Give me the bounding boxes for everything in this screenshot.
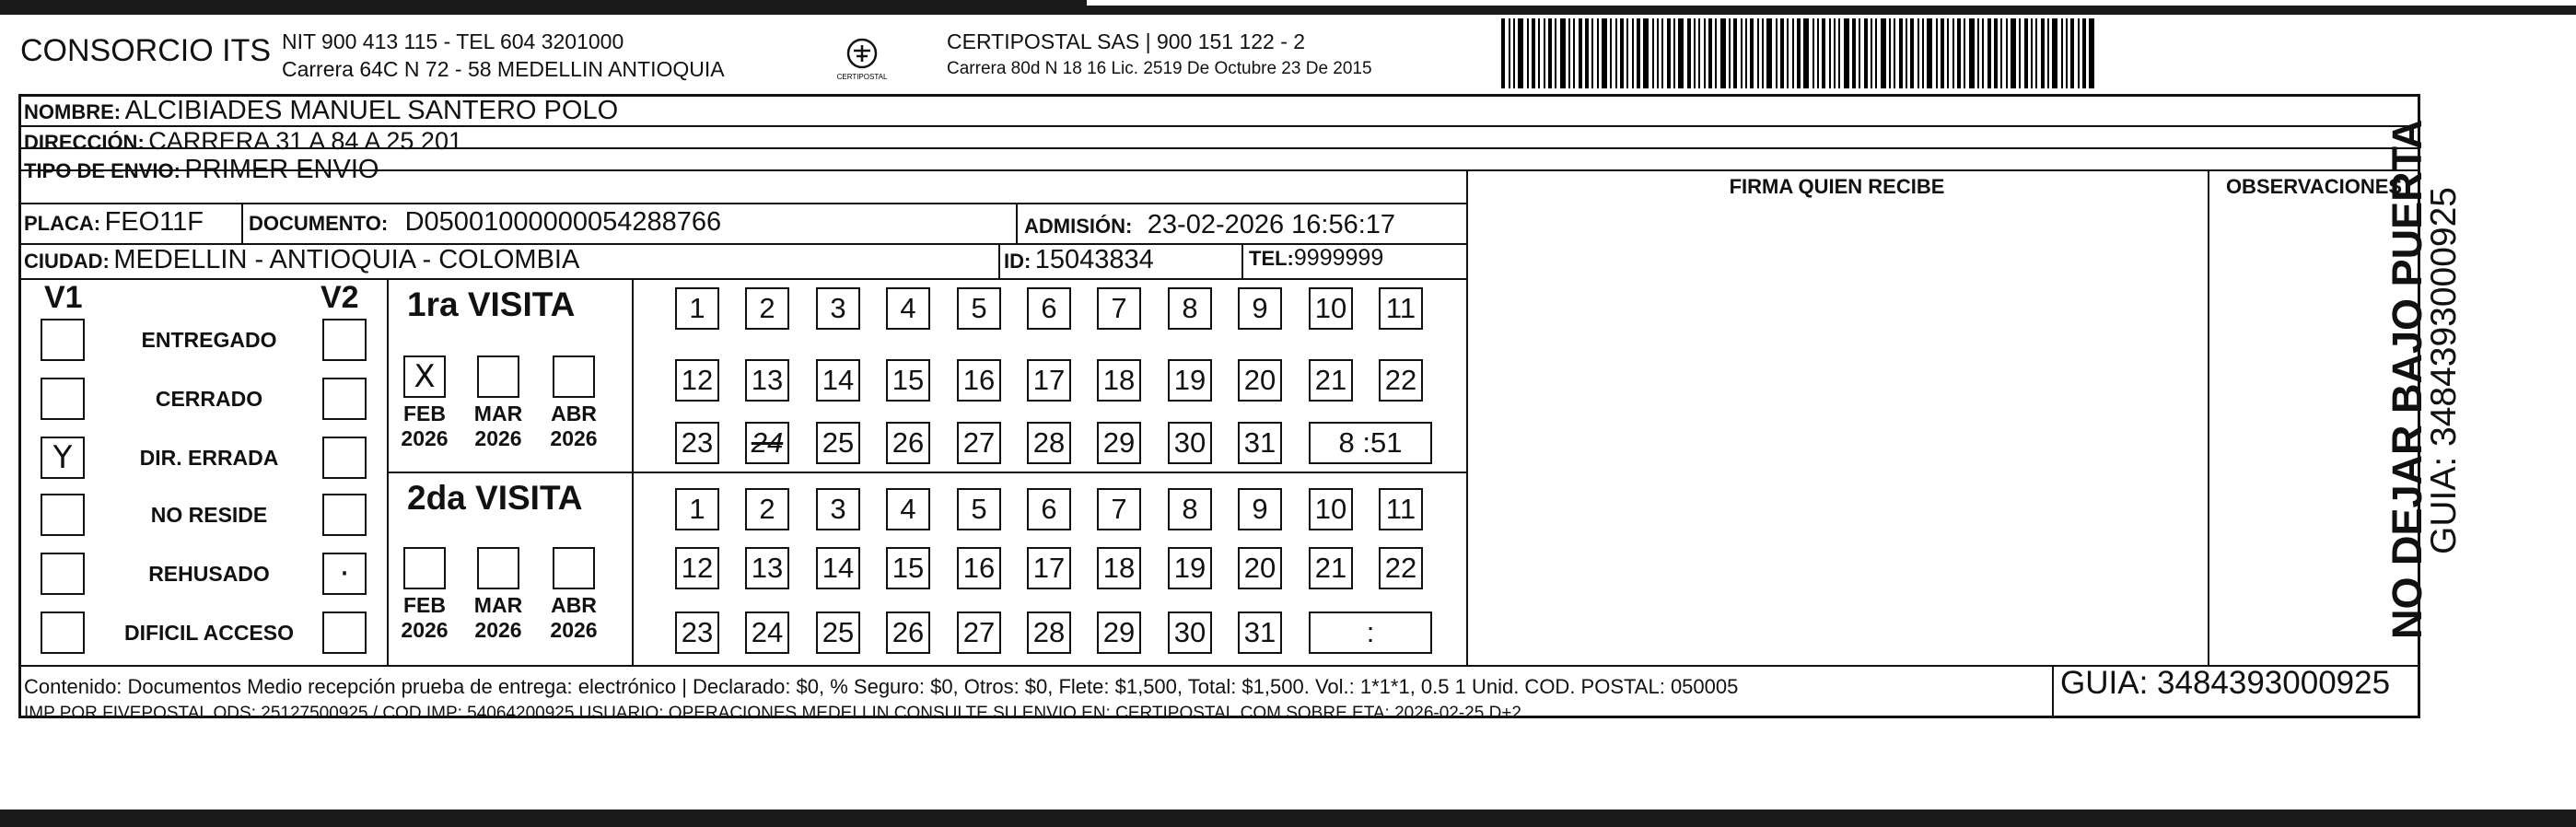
address-label: DIRECCIÓN: [24,131,145,154]
visit2-title: 2da VISITA [407,479,583,517]
bottom-edge-gap [0,804,2576,810]
day-box[interactable]: 18 [1097,547,1141,589]
day-box[interactable]: 13 [745,359,789,402]
month-label [542,402,606,451]
barcode-bar [1513,18,1515,88]
day-box[interactable]: 14 [816,359,860,402]
time-field[interactable]: 8 :51 [1309,422,1432,464]
day-box[interactable]: 28 [1027,612,1071,654]
day-box[interactable]: 15 [886,359,930,402]
day-box[interactable]: 21 [1309,547,1353,589]
barcode-bar [1632,18,1634,88]
day-box[interactable]: 28 [1027,422,1071,464]
barcode-bar [1532,18,1535,88]
barcode-bar [1750,18,1754,88]
shipment-type-row [24,155,379,185]
barcode-bar [2070,18,2074,88]
day-box[interactable]: 24 [745,612,789,654]
admission-label: ADMISIÓN: [1024,215,1133,238]
barcode-bar [1927,18,1932,88]
month-checkbox[interactable]: X [403,355,446,398]
admission-value: 23-02-2026 16:56:17 [1147,210,1396,239]
recipient-name: ALCIBIADES MANUEL SANTERO POLO [124,96,619,125]
v1-checkbox[interactable] [41,319,85,361]
barcode-bar [1544,18,1545,88]
city-value: MEDELLIN - ANTIOQUIA - COLOMBIA [113,245,580,274]
tel-label: TEL: [1249,247,1294,270]
v1-checkbox[interactable] [41,612,85,654]
barcode-bar [1568,18,1570,88]
month-label [466,402,530,451]
barcode-bar [1678,18,1684,88]
month-checkbox[interactable] [403,547,446,589]
barcode-bar [1745,18,1747,88]
document-row [249,207,721,238]
barcode-bar [2078,18,2080,88]
barcode-bar [1766,18,1772,88]
day-box[interactable]: 24 [745,422,789,464]
certipostal-info [947,28,1372,83]
day-box[interactable]: 22 [1379,359,1423,402]
day-box[interactable]: 10 [1309,287,1353,330]
barcode-bar [2024,18,2028,88]
barcode-bar [1922,18,1924,88]
day-box[interactable]: 25 [816,422,860,464]
status-reason-label: REHUSADO [148,562,270,586]
day-box[interactable]: 2 [745,488,789,530]
day-box[interactable]: 19 [1168,359,1212,402]
visit1-title: 1ra VISITA [407,285,576,323]
company-address: Carrera 64C N 72 - 58 MEDELLIN ANTIOQUIA [282,57,725,81]
day-box[interactable]: 13 [745,547,789,589]
barcode-bar [1741,18,1743,88]
day-box[interactable]: 12 [675,359,719,402]
barcode-bar [2031,18,2033,88]
certipostal-license: Carrera 80d N 18 16 Lic. 2519 De Octubre 23 De 2015 [947,59,1372,78]
barcode-bar [2035,18,2037,88]
barcode-bar [1792,18,1794,88]
day-box[interactable]: 5 [957,488,1001,530]
barcode-bar [1715,18,1717,88]
day-box[interactable]: 4 [886,287,930,330]
barcode-bar [1757,18,1759,88]
v1-checkbox[interactable]: Y [41,437,85,479]
barcode-bar [1987,18,1991,88]
barcode-bar [1941,18,1944,88]
barcode-bar [1875,18,1877,88]
status-reason-label: CERRADO [155,387,263,411]
month-year: 2026 [401,426,449,450]
day-box[interactable]: 9 [1238,287,1282,330]
day-box[interactable]: 1 [675,488,719,530]
barcode-bar [1813,18,1814,88]
tel-row [1249,245,1383,272]
barcode-bar [1780,18,1784,88]
month-name: ABR [551,402,597,425]
barcode-bar [1994,18,1998,88]
day-box[interactable]: 8 [1168,287,1212,330]
day-box[interactable]: 26 [886,612,930,654]
barcode-bar [1591,18,1593,88]
day-box[interactable]: 9 [1238,488,1282,530]
logo-text: CERTIPOSTAL [836,73,888,81]
v2-label: V2 [321,280,359,315]
barcode-bar [1894,18,1895,88]
day-box[interactable]: 21 [1309,359,1353,402]
certipostal-nit: CERTIPOSTAL SAS | 900 151 122 - 2 [947,29,1306,53]
month-year: 2026 [474,618,522,642]
barcode-bar [1555,18,1556,88]
contents-line: Contenido: Documentos Medio recepción prueba de entrega: electrónico | Declarado: $0, % Seguro: $0, Otros: $0, Flete: $1,500, Total: $1,500. Vol.: 1*1*1, 0.5 1 Unid. COD. POSTAL: 050005 [24,675,1739,698]
recipient-name-row [24,96,618,126]
day-box[interactable]: 20 [1238,359,1282,402]
day-box[interactable]: 4 [886,488,930,530]
day-box[interactable]: 7 [1097,488,1141,530]
barcode-bar [1687,18,1691,88]
barcode-bar [1673,18,1675,88]
barcode-bar [1889,18,1891,88]
day-box[interactable]: 10 [1309,488,1353,530]
barcode-bar [1906,18,1907,88]
month-label [466,593,530,643]
side-guide-number: GUIA: 3484393000925 [2424,187,2464,554]
barcode-bar [1610,18,1612,88]
barcode-image [1501,18,2238,88]
barcode-bar [1597,18,1599,88]
id-label: ID: [1004,250,1032,273]
company-name: CONSORCIO ITS [20,33,272,68]
barcode-bar [1829,18,1831,88]
barcode-bar [1834,18,1836,88]
document-label: DOCUMENTO: [249,212,389,235]
day-box[interactable]: 26 [886,422,930,464]
day-box[interactable]: 31 [1238,612,1282,654]
day-box[interactable]: 15 [886,547,930,589]
barcode-bar [1657,18,1659,88]
day-box[interactable]: 16 [957,547,1001,589]
day-box[interactable]: 19 [1168,547,1212,589]
barcode-bar [1936,18,1938,88]
barcode-bar [1720,18,1726,88]
month-label [392,402,457,451]
barcode-bar [1881,18,1886,88]
recipient-address: CARRERA 31 A 84 A 25 201 [148,127,462,155]
barcode-bar [1844,18,1849,88]
day-box[interactable]: 2 [745,287,789,330]
observations-column-header: OBSERVACIONES [2225,175,2403,198]
day-box[interactable]: 11 [1379,287,1423,330]
plate-label: PLACA: [24,212,101,235]
month-checkbox[interactable] [477,547,519,589]
month-name: FEB [403,593,446,617]
barcode-bar [1704,18,1706,88]
barcode-bar [1729,18,1731,88]
status-reason-label: ENTREGADO [141,328,277,352]
city-row [24,245,579,275]
day-box[interactable]: 18 [1097,359,1141,402]
company-nit: NIT 900 413 115 - TEL 604 3201000 [282,29,624,53]
day-box[interactable]: 31 [1238,422,1282,464]
barcode-bar [1615,18,1617,88]
day-box[interactable]: 27 [957,422,1001,464]
barcode-bar [2066,18,2068,88]
day-box[interactable]: 17 [1027,359,1071,402]
barcode-bar [1661,18,1663,88]
month-label [542,593,606,643]
barcode-bar [1585,18,1589,88]
shipment-type-label: TIPO DE ENVIO: [24,159,181,182]
day-box[interactable]: 25 [816,612,860,654]
print-info-line: IMP POR FIVEPOSTAL ODS: 25127500925 / COD.IMP: 54064200925 USUARIO: OPERACIONES MEDELLIN CONSULTE SU ENVIO EN: CERTIPOSTAL.COM SOBRE ETA: 2026-02-25 D+2 [24,704,1521,723]
barcode-bar [1910,18,1914,88]
day-box[interactable]: 29 [1097,612,1141,654]
barcode-bar [1859,18,1860,88]
day-box[interactable]: 3 [816,287,860,330]
month-checkbox[interactable] [553,547,595,589]
day-box[interactable]: 8 [1168,488,1212,530]
barcode-bar [1917,18,1919,88]
shipment-type: PRIMER ENVIO [184,155,379,184]
barcode-bar [1501,18,1505,88]
month-year: 2026 [550,618,598,642]
barcode-bar [1977,18,1979,88]
v2-checkbox[interactable] [322,437,367,479]
month-name: FEB [403,402,446,425]
id-row [1004,245,1154,275]
barcode-bar [1864,18,1868,88]
v1-checkbox[interactable] [41,494,85,536]
barcode-bar [1509,18,1510,88]
barcode-bar [1652,18,1654,88]
guide-number: GUIA: 3484393000925 [2060,665,2391,701]
barcode-bar [1626,18,1628,88]
time-field[interactable]: : [1309,612,1432,654]
day-box[interactable]: 6 [1027,287,1071,330]
day-box[interactable]: 23 [675,612,719,654]
plate-value: FEO11F [104,207,204,237]
v1-checkbox[interactable] [41,378,85,420]
barcode-bar [1698,18,1700,88]
day-box[interactable]: 6 [1027,488,1071,530]
certipostal-logo-icon [834,31,890,87]
day-box[interactable]: 30 [1168,422,1212,464]
barcode-bar [2052,18,2057,88]
month-name: MAR [473,402,523,425]
barcode-bar [1573,18,1575,88]
month-year: 2026 [474,426,522,450]
signature-column-header: FIRMA QUIEN RECIBE [1729,175,1945,198]
barcode-bar [1964,18,1965,88]
barcode-bar [2061,18,2063,88]
day-box[interactable]: 7 [1097,287,1141,330]
month-name: MAR [473,593,523,617]
day-box[interactable]: 12 [675,547,719,589]
barcode-bar [1637,18,1640,88]
barcode-bar [1817,18,1819,88]
city-label: CIUDAD: [24,250,110,273]
document-value: D05001000000054288766 [404,207,722,237]
barcode-bar [2000,18,2002,88]
v1-checkbox[interactable] [41,553,85,595]
v1-label: V1 [44,280,83,315]
day-box[interactable]: 14 [816,547,860,589]
barcode-bar [1708,18,1712,88]
plate-row [24,207,204,238]
barcode-bar [1822,18,1825,88]
day-box[interactable]: 20 [1238,547,1282,589]
barcode-bar [1527,18,1529,88]
month-year: 2026 [550,426,598,450]
barcode-bar [2006,18,2008,88]
barcode-bar [1620,18,1624,88]
company-info [282,28,725,83]
day-box[interactable]: 16 [957,359,1001,402]
day-box[interactable]: 3 [816,488,860,530]
barcode-bar [1643,18,1649,88]
month-checkbox[interactable] [553,355,595,398]
day-box[interactable]: 17 [1027,547,1071,589]
status-reason-label: DIFICIL ACCESO [123,621,294,645]
tel-value: 9999999 [1293,245,1384,271]
barcode-bar [1787,18,1789,88]
v2-checkbox[interactable]: · [322,553,367,595]
day-box[interactable]: 11 [1379,488,1423,530]
barcode-bar [1694,18,1696,88]
barcode-bar [1762,18,1764,88]
month-name: ABR [551,593,597,617]
day-box[interactable]: 5 [957,287,1001,330]
side-warning-text: NO DEJAR BAJO PUERTA [2384,119,2430,639]
barcode-bar [1969,18,1975,88]
day-box[interactable]: 23 [675,422,719,464]
day-box[interactable]: 27 [957,612,1001,654]
day-box[interactable]: 30 [1168,612,1212,654]
name-label: NOMBRE: [24,100,122,123]
status-reason-label: NO RESIDE [150,503,268,527]
barcode-bar [2019,18,2021,88]
barcode-bar [1803,18,1809,88]
barcode-bar [1797,18,1801,88]
barcode-bar [1838,18,1840,88]
v2-checkbox[interactable] [322,378,367,420]
status-reason-label: DIR. ERRADA [139,446,279,470]
barcode-bar [1776,18,1778,88]
barcode-bar [2082,18,2086,88]
barcode-bar [2047,18,2049,88]
barcode-bar [2089,18,2094,88]
barcode-bar [1667,18,1671,88]
barcode-bar [2041,18,2045,88]
v2-checkbox[interactable] [322,494,367,536]
barcode-bar [1852,18,1856,88]
v2-checkbox[interactable] [322,319,367,361]
barcode-bar [2011,18,2016,88]
barcode-bar [1548,18,1552,88]
barcode-bar [1579,18,1582,88]
barcode-bar [1560,18,1566,88]
month-label [392,593,457,643]
barcode-bar [1957,18,1961,88]
barcode-bar [1899,18,1903,88]
barcode-bar [1538,18,1540,88]
barcode-bar [1602,18,1607,88]
day-box[interactable]: 29 [1097,422,1141,464]
barcode-bar [1733,18,1737,88]
top-edge-gap [1087,0,2576,6]
month-checkbox[interactable] [477,355,519,398]
barcode-bar [1982,18,1984,88]
id-value: 15043834 [1034,245,1154,274]
month-year: 2026 [401,618,449,642]
barcode-bar [1871,18,1872,88]
day-box[interactable]: 22 [1379,547,1423,589]
barcode-bar [1518,18,1523,88]
barcode-bar [1952,18,1954,88]
barcode-bar [1947,18,1949,88]
admission-row [1024,210,1395,240]
v2-checkbox[interactable] [322,612,367,654]
address-row [24,127,462,156]
day-box[interactable]: 1 [675,287,719,330]
